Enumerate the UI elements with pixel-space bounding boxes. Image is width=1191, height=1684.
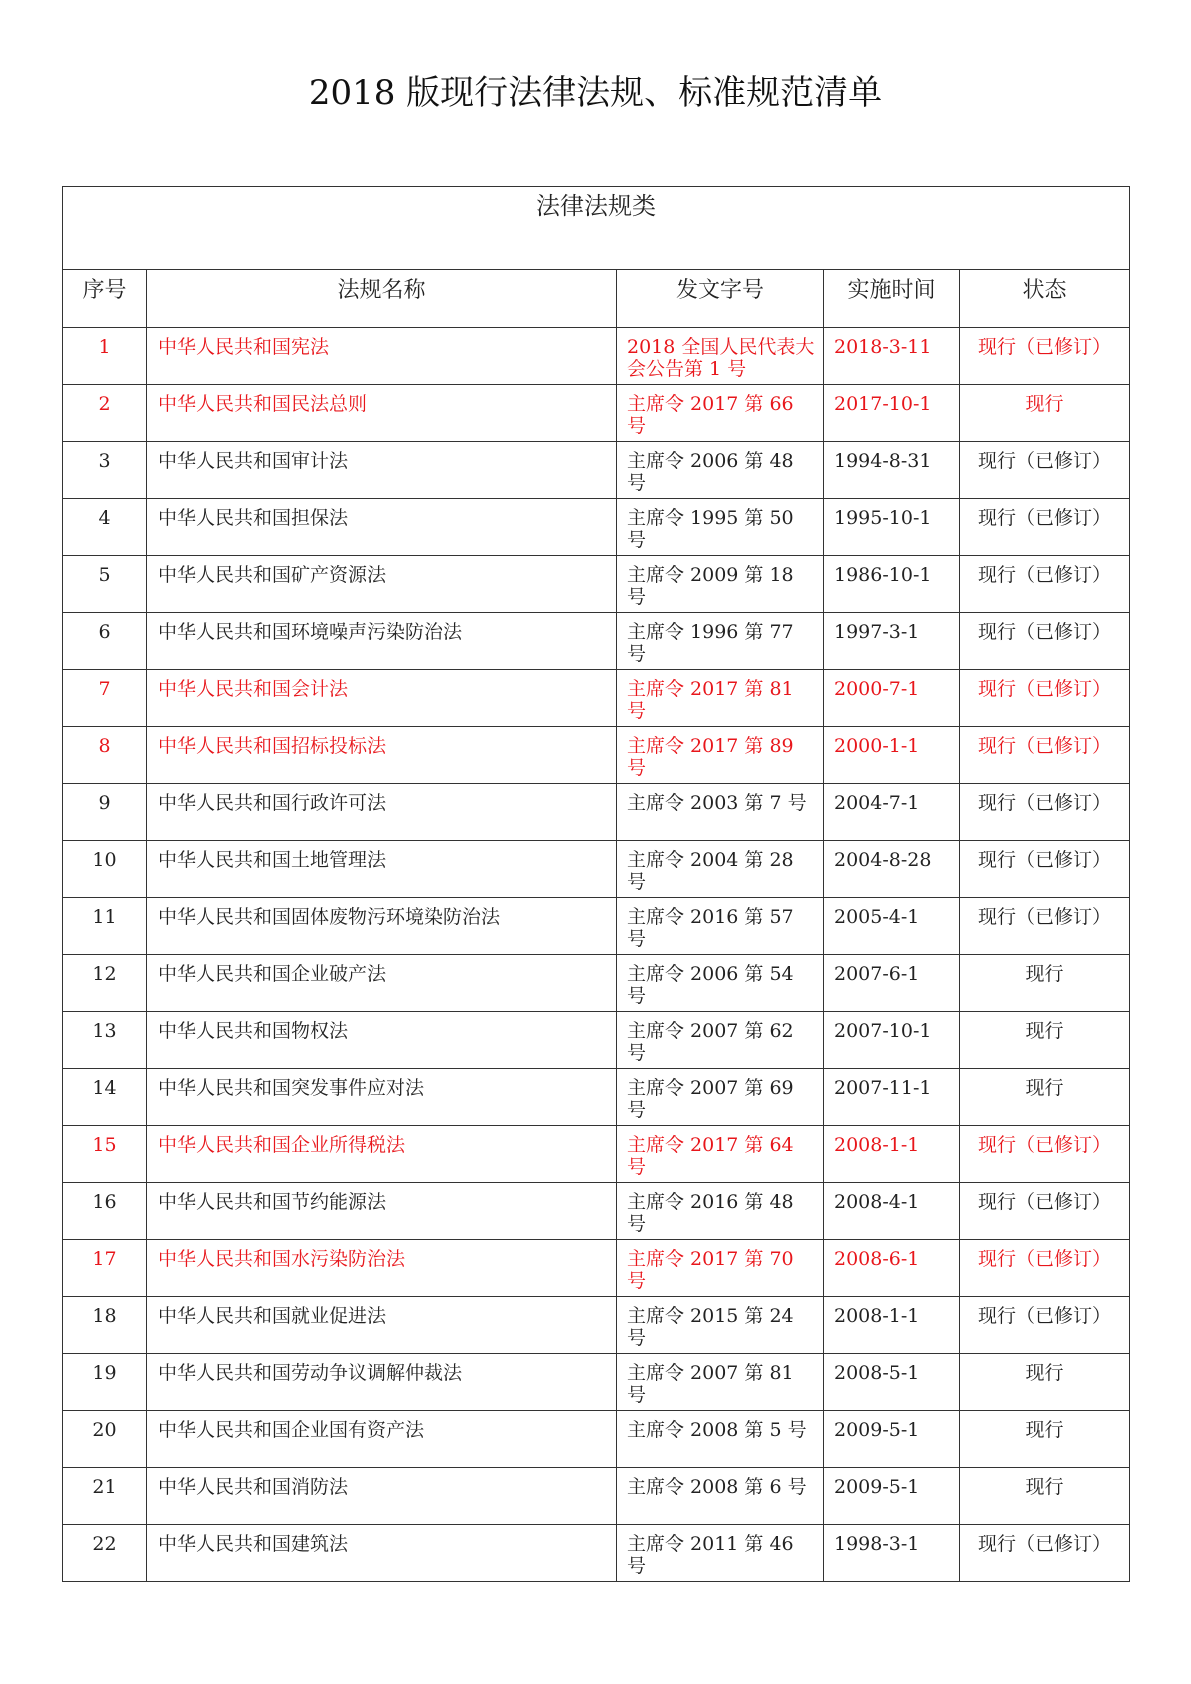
row-doc-number: 主席令 2016 第 48 号 [617, 1183, 824, 1240]
table-row [63, 613, 1130, 670]
row-seq: 15 [63, 1126, 147, 1183]
row-status: 现行（已修订） [960, 556, 1130, 613]
row-seq: 3 [63, 442, 147, 499]
table-row [63, 955, 1130, 1012]
row-seq: 6 [63, 613, 147, 670]
row-seq: 18 [63, 1297, 147, 1354]
row-doc-number: 主席令 2009 第 18 号 [617, 556, 824, 613]
row-name: 中华人民共和国宪法 [147, 328, 617, 385]
row-doc-number: 主席令 2017 第 70 号 [617, 1240, 824, 1297]
table-row [63, 385, 1130, 442]
row-effective-date: 1994-8-31 [824, 442, 960, 499]
row-doc-number: 2018 全国人民代表大会公告第 1 号 [617, 328, 824, 385]
row-seq: 7 [63, 670, 147, 727]
row-name: 中华人民共和国企业破产法 [147, 955, 617, 1012]
row-effective-date: 2007-6-1 [824, 955, 960, 1012]
row-doc-number: 主席令 2016 第 57 号 [617, 898, 824, 955]
row-seq: 13 [63, 1012, 147, 1069]
row-seq: 5 [63, 556, 147, 613]
table-row [63, 499, 1130, 556]
row-status: 现行（已修订） [960, 328, 1130, 385]
row-doc-number: 主席令 2006 第 48 号 [617, 442, 824, 499]
row-doc-number: 主席令 2007 第 62 号 [617, 1012, 824, 1069]
row-effective-date: 2008-1-1 [824, 1126, 960, 1183]
row-status: 现行（已修订） [960, 784, 1130, 841]
table-row [63, 556, 1130, 613]
row-status: 现行 [960, 1468, 1130, 1525]
row-status: 现行（已修订） [960, 1240, 1130, 1297]
row-effective-date: 2008-5-1 [824, 1354, 960, 1411]
row-name: 中华人民共和国担保法 [147, 499, 617, 556]
row-seq: 2 [63, 385, 147, 442]
table-row [63, 841, 1130, 898]
row-name: 中华人民共和国环境噪声污染防治法 [147, 613, 617, 670]
row-status: 现行（已修订） [960, 1525, 1130, 1582]
row-name: 中华人民共和国土地管理法 [147, 841, 617, 898]
row-status: 现行（已修订） [960, 1297, 1130, 1354]
row-seq: 22 [63, 1525, 147, 1582]
row-status: 现行 [960, 1354, 1130, 1411]
table-row [63, 1468, 1130, 1525]
row-name: 中华人民共和国审计法 [147, 442, 617, 499]
table-row [63, 1012, 1130, 1069]
row-doc-number: 主席令 2008 第 6 号 [617, 1468, 824, 1525]
table-row [63, 670, 1130, 727]
row-effective-date: 2007-10-1 [824, 1012, 960, 1069]
row-name: 中华人民共和国会计法 [147, 670, 617, 727]
row-effective-date: 2000-1-1 [824, 727, 960, 784]
row-status: 现行（已修订） [960, 613, 1130, 670]
row-name: 中华人民共和国矿产资源法 [147, 556, 617, 613]
row-name: 中华人民共和国水污染防治法 [147, 1240, 617, 1297]
category-row [63, 187, 1130, 270]
row-name: 中华人民共和国消防法 [147, 1468, 617, 1525]
row-doc-number: 主席令 1995 第 50 号 [617, 499, 824, 556]
row-effective-date: 2005-4-1 [824, 898, 960, 955]
row-status: 现行（已修订） [960, 1126, 1130, 1183]
row-status: 现行 [960, 1069, 1130, 1126]
header-seq: 序号 [63, 270, 147, 328]
table-row [63, 1183, 1130, 1240]
row-effective-date: 2009-5-1 [824, 1411, 960, 1468]
table-row [63, 1126, 1130, 1183]
row-name: 中华人民共和国民法总则 [147, 385, 617, 442]
row-status: 现行（已修订） [960, 841, 1130, 898]
row-name: 中华人民共和国建筑法 [147, 1525, 617, 1582]
row-status: 现行（已修订） [960, 670, 1130, 727]
row-effective-date: 2009-5-1 [824, 1468, 960, 1525]
table-row [63, 1069, 1130, 1126]
table-row [63, 328, 1130, 385]
row-seq: 20 [63, 1411, 147, 1468]
row-doc-number: 主席令 2004 第 28 号 [617, 841, 824, 898]
table-row [63, 1354, 1130, 1411]
row-effective-date: 2018-3-11 [824, 328, 960, 385]
table-row [63, 1525, 1130, 1582]
row-doc-number: 主席令 2011 第 46 号 [617, 1525, 824, 1582]
row-status: 现行（已修订） [960, 727, 1130, 784]
row-name: 中华人民共和国劳动争议调解仲裁法 [147, 1354, 617, 1411]
row-name: 中华人民共和国节约能源法 [147, 1183, 617, 1240]
row-name: 中华人民共和国行政许可法 [147, 784, 617, 841]
table-row [63, 1411, 1130, 1468]
row-doc-number: 主席令 2017 第 81 号 [617, 670, 824, 727]
table-row [63, 442, 1130, 499]
row-effective-date: 2008-4-1 [824, 1183, 960, 1240]
row-name: 中华人民共和国物权法 [147, 1012, 617, 1069]
row-effective-date: 2000-7-1 [824, 670, 960, 727]
row-doc-number: 主席令 2003 第 7 号 [617, 784, 824, 841]
header-name: 法规名称 [147, 270, 617, 328]
row-doc-number: 主席令 2008 第 5 号 [617, 1411, 824, 1468]
row-doc-number: 主席令 2017 第 66 号 [617, 385, 824, 442]
table-row [63, 898, 1130, 955]
table-row [63, 1240, 1130, 1297]
row-effective-date: 2008-1-1 [824, 1297, 960, 1354]
row-seq: 21 [63, 1468, 147, 1525]
row-effective-date: 1986-10-1 [824, 556, 960, 613]
row-effective-date: 2004-8-28 [824, 841, 960, 898]
row-seq: 16 [63, 1183, 147, 1240]
category-title: 法律法规类 [63, 187, 1130, 270]
row-status: 现行（已修订） [960, 898, 1130, 955]
row-seq: 12 [63, 955, 147, 1012]
row-seq: 17 [63, 1240, 147, 1297]
row-effective-date: 2008-6-1 [824, 1240, 960, 1297]
row-doc-number: 主席令 2007 第 81 号 [617, 1354, 824, 1411]
row-name: 中华人民共和国固体废物污环境染防治法 [147, 898, 617, 955]
row-name: 中华人民共和国突发事件应对法 [147, 1069, 617, 1126]
law-regulation-table [62, 186, 1130, 1582]
row-status: 现行 [960, 955, 1130, 1012]
row-effective-date: 1998-3-1 [824, 1525, 960, 1582]
document-title: 2018 版现行法律法规、标准规范清单 [308, 73, 883, 113]
row-status: 现行 [960, 385, 1130, 442]
table-row [63, 1297, 1130, 1354]
row-status: 现行（已修订） [960, 1183, 1130, 1240]
row-seq: 11 [63, 898, 147, 955]
row-status: 现行（已修订） [960, 499, 1130, 556]
row-seq: 4 [63, 499, 147, 556]
row-status: 现行 [960, 1012, 1130, 1069]
row-seq: 8 [63, 727, 147, 784]
row-doc-number: 主席令 2017 第 64 号 [617, 1126, 824, 1183]
row-seq: 10 [63, 841, 147, 898]
row-doc-number: 主席令 1996 第 77 号 [617, 613, 824, 670]
row-seq: 1 [63, 328, 147, 385]
row-status: 现行（已修订） [960, 442, 1130, 499]
row-seq: 14 [63, 1069, 147, 1126]
row-effective-date: 2004-7-1 [824, 784, 960, 841]
row-doc-number: 主席令 2015 第 24 号 [617, 1297, 824, 1354]
row-effective-date: 1997-3-1 [824, 613, 960, 670]
row-doc-number: 主席令 2006 第 54 号 [617, 955, 824, 1012]
row-effective-date: 2017-10-1 [824, 385, 960, 442]
row-name: 中华人民共和国企业国有资产法 [147, 1411, 617, 1468]
row-effective-date: 2007-11-1 [824, 1069, 960, 1126]
row-doc-number: 主席令 2007 第 69 号 [617, 1069, 824, 1126]
row-status: 现行 [960, 1411, 1130, 1468]
header-doc-number: 发文字号 [617, 270, 824, 328]
row-seq: 19 [63, 1354, 147, 1411]
row-name: 中华人民共和国企业所得税法 [147, 1126, 617, 1183]
table-row [63, 727, 1130, 784]
row-doc-number: 主席令 2017 第 89 号 [617, 727, 824, 784]
row-name: 中华人民共和国就业促进法 [147, 1297, 617, 1354]
row-seq: 9 [63, 784, 147, 841]
header-effective-date: 实施时间 [824, 270, 960, 328]
row-name: 中华人民共和国招标投标法 [147, 727, 617, 784]
table-row [63, 784, 1130, 841]
row-effective-date: 1995-10-1 [824, 499, 960, 556]
header-status: 状态 [960, 270, 1130, 328]
table-header-row [63, 270, 1130, 328]
